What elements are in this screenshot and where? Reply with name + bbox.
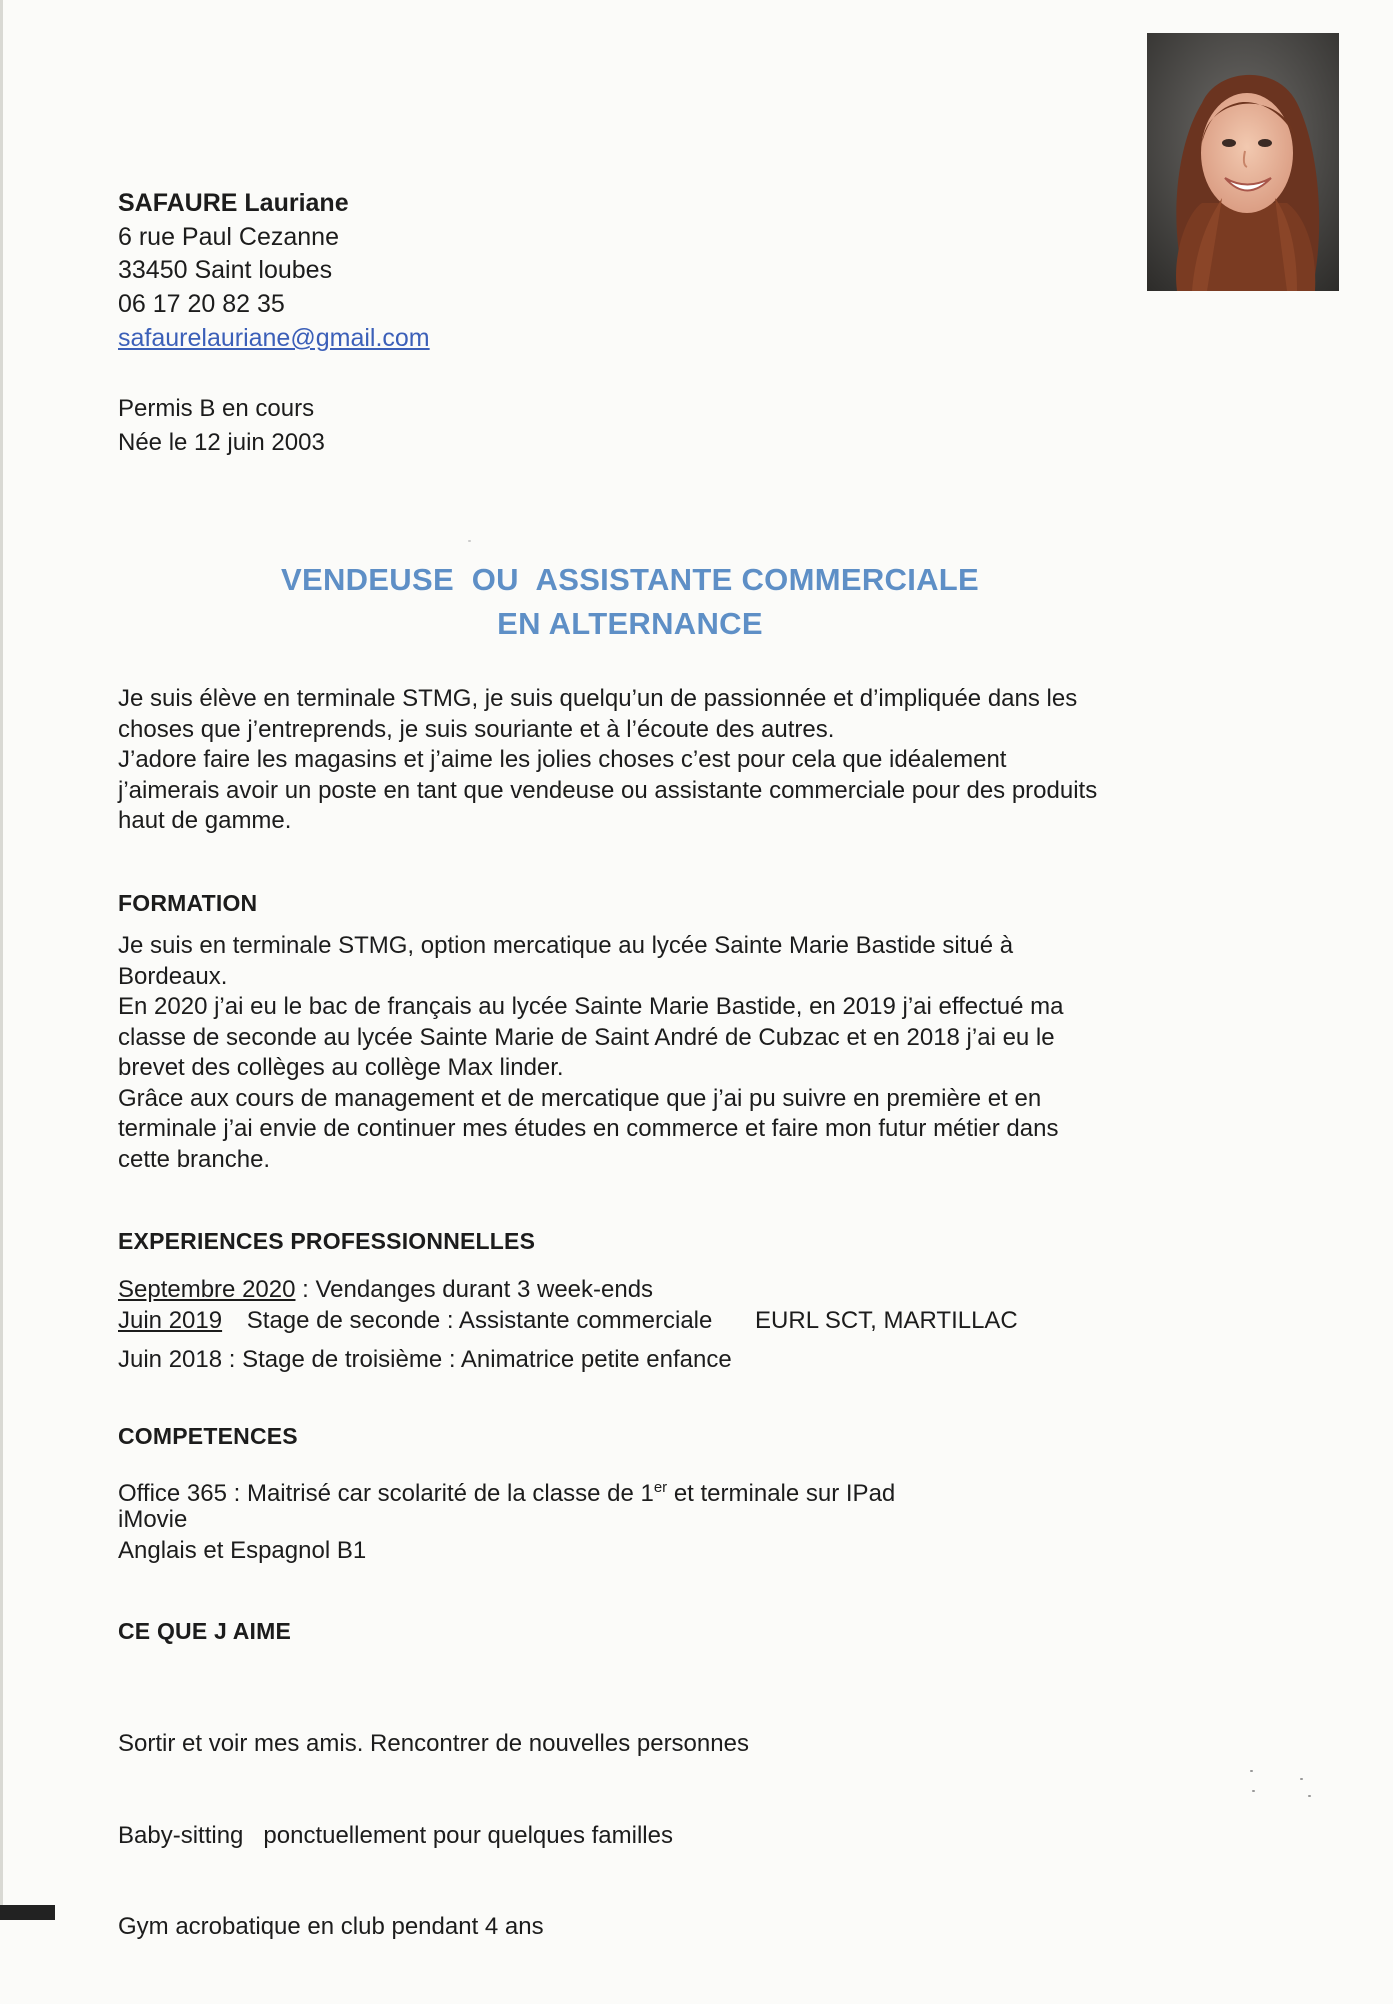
scan-speck [1308,1795,1311,1797]
job-title-line-1: VENDEUSE OU ASSISTANTE COMMERCIALE [280,562,980,597]
experience-date: Juin 2019 [118,1307,223,1334]
scan-speck [468,540,471,542]
competence-item [118,1473,895,1510]
competence-text: et terminale sur IPad [667,1480,896,1507]
intro-line: haut de gamme. [118,807,292,834]
driving-licence: Permis B en cours [118,395,315,422]
intro-paragraph [118,684,1097,837]
experience-company: EURL SCT, MARTILLAC [755,1307,1018,1334]
address-city: 33450 Saint loubes [118,256,333,284]
job-title-line-2: EN ALTERNANCE [497,606,763,641]
formation-line: Bordeaux. [118,962,228,990]
formation-line: En 2020 j’ai eu le bac de français au lycée Sainte Marie Bastide, en 2019 j’ai effectué ma [118,993,1064,1020]
intro-line: choses que j’entreprends, je suis souriante et à l’écoute des autres. [118,715,835,743]
scan-corner [0,1905,55,1920]
profile-photo [1147,33,1339,291]
competence-text: Office 365 : Maitrisé car scolarité de la classe de 1 [118,1480,654,1507]
intro-line: j’aimerais avoir un poste en tant que vendeuse ou assistante commerciale pour des produits [118,776,1098,804]
scan-edge [0,0,3,1920]
loisir-item: Sortir et voir mes amis. Rencontrer de nouvelles personnes [118,1730,749,1757]
experience-item [118,1275,653,1306]
experience-text: Juin 2018 : Stage de troisième : Animatrice petite enfance [118,1346,732,1373]
loisirs-list [118,1668,749,2004]
loisirs-heading: CE QUE J AIME [118,1618,291,1644]
portrait-image [1147,33,1339,291]
intro-line: Je suis élève en terminale STMG, je suis quelqu’un de passionnée et d’impliquée dans les [118,685,1078,712]
experience-text: : Vendanges durant 3 week-ends [295,1276,654,1303]
scan-speck [1250,1770,1253,1772]
experiences-heading: EXPERIENCES PROFESSIONNELLES [118,1228,536,1254]
experience-text: Stage de seconde : Assistante commerciale [246,1307,713,1334]
phone-number: 06 17 20 82 35 [118,290,285,318]
formation-line: classe de seconde au lycée Sainte Marie de Saint André de Cubzac et en 2018 j’ai eu le [118,1023,1055,1051]
competence-item: Anglais et Espagnol B1 [118,1537,367,1564]
email-link[interactable]: safaurelauriane@gmail.com [118,324,430,352]
intro-line: J’adore faire les magasins et j’aime les jolies choses c’est pour cela que idéalement [118,746,1007,773]
experience-item [118,1306,1018,1337]
formation-line: cette branche. [118,1145,271,1173]
formation-line: Je suis en terminale STMG, option mercatique au lycée Sainte Marie Bastide situé à [118,932,1014,959]
formation-heading: FORMATION [118,890,258,916]
birth-date: Née le 12 juin 2003 [118,429,325,456]
formation-paragraph [118,931,1063,1175]
scan-speck [1300,1778,1303,1780]
ordinal-suffix: er [653,1479,668,1496]
experience-date: Septembre 2020 [118,1276,296,1303]
experience-item [118,1345,732,1376]
competence-item: iMovie [118,1506,188,1533]
formation-line: brevet des collèges au collège Max linder. [118,1054,564,1081]
formation-line: terminale j’ai envie de continuer mes études en commerce et faire mon futur métier dans [118,1115,1059,1142]
formation-line: Grâce aux cours de management et de mercatique que j’ai pu suivre en première et en [118,1084,1042,1112]
loisir-item: Baby-sitting ponctuellement pour quelques familles [118,1821,673,1849]
competences-heading: COMPETENCES [118,1423,298,1449]
scan-speck [1252,1790,1255,1792]
candidate-name: SAFAURE Lauriane [118,189,349,217]
loisir-item: Gym acrobatique en club pendant 4 ans [118,1913,544,1940]
address-street: 6 rue Paul Cezanne [118,223,339,251]
